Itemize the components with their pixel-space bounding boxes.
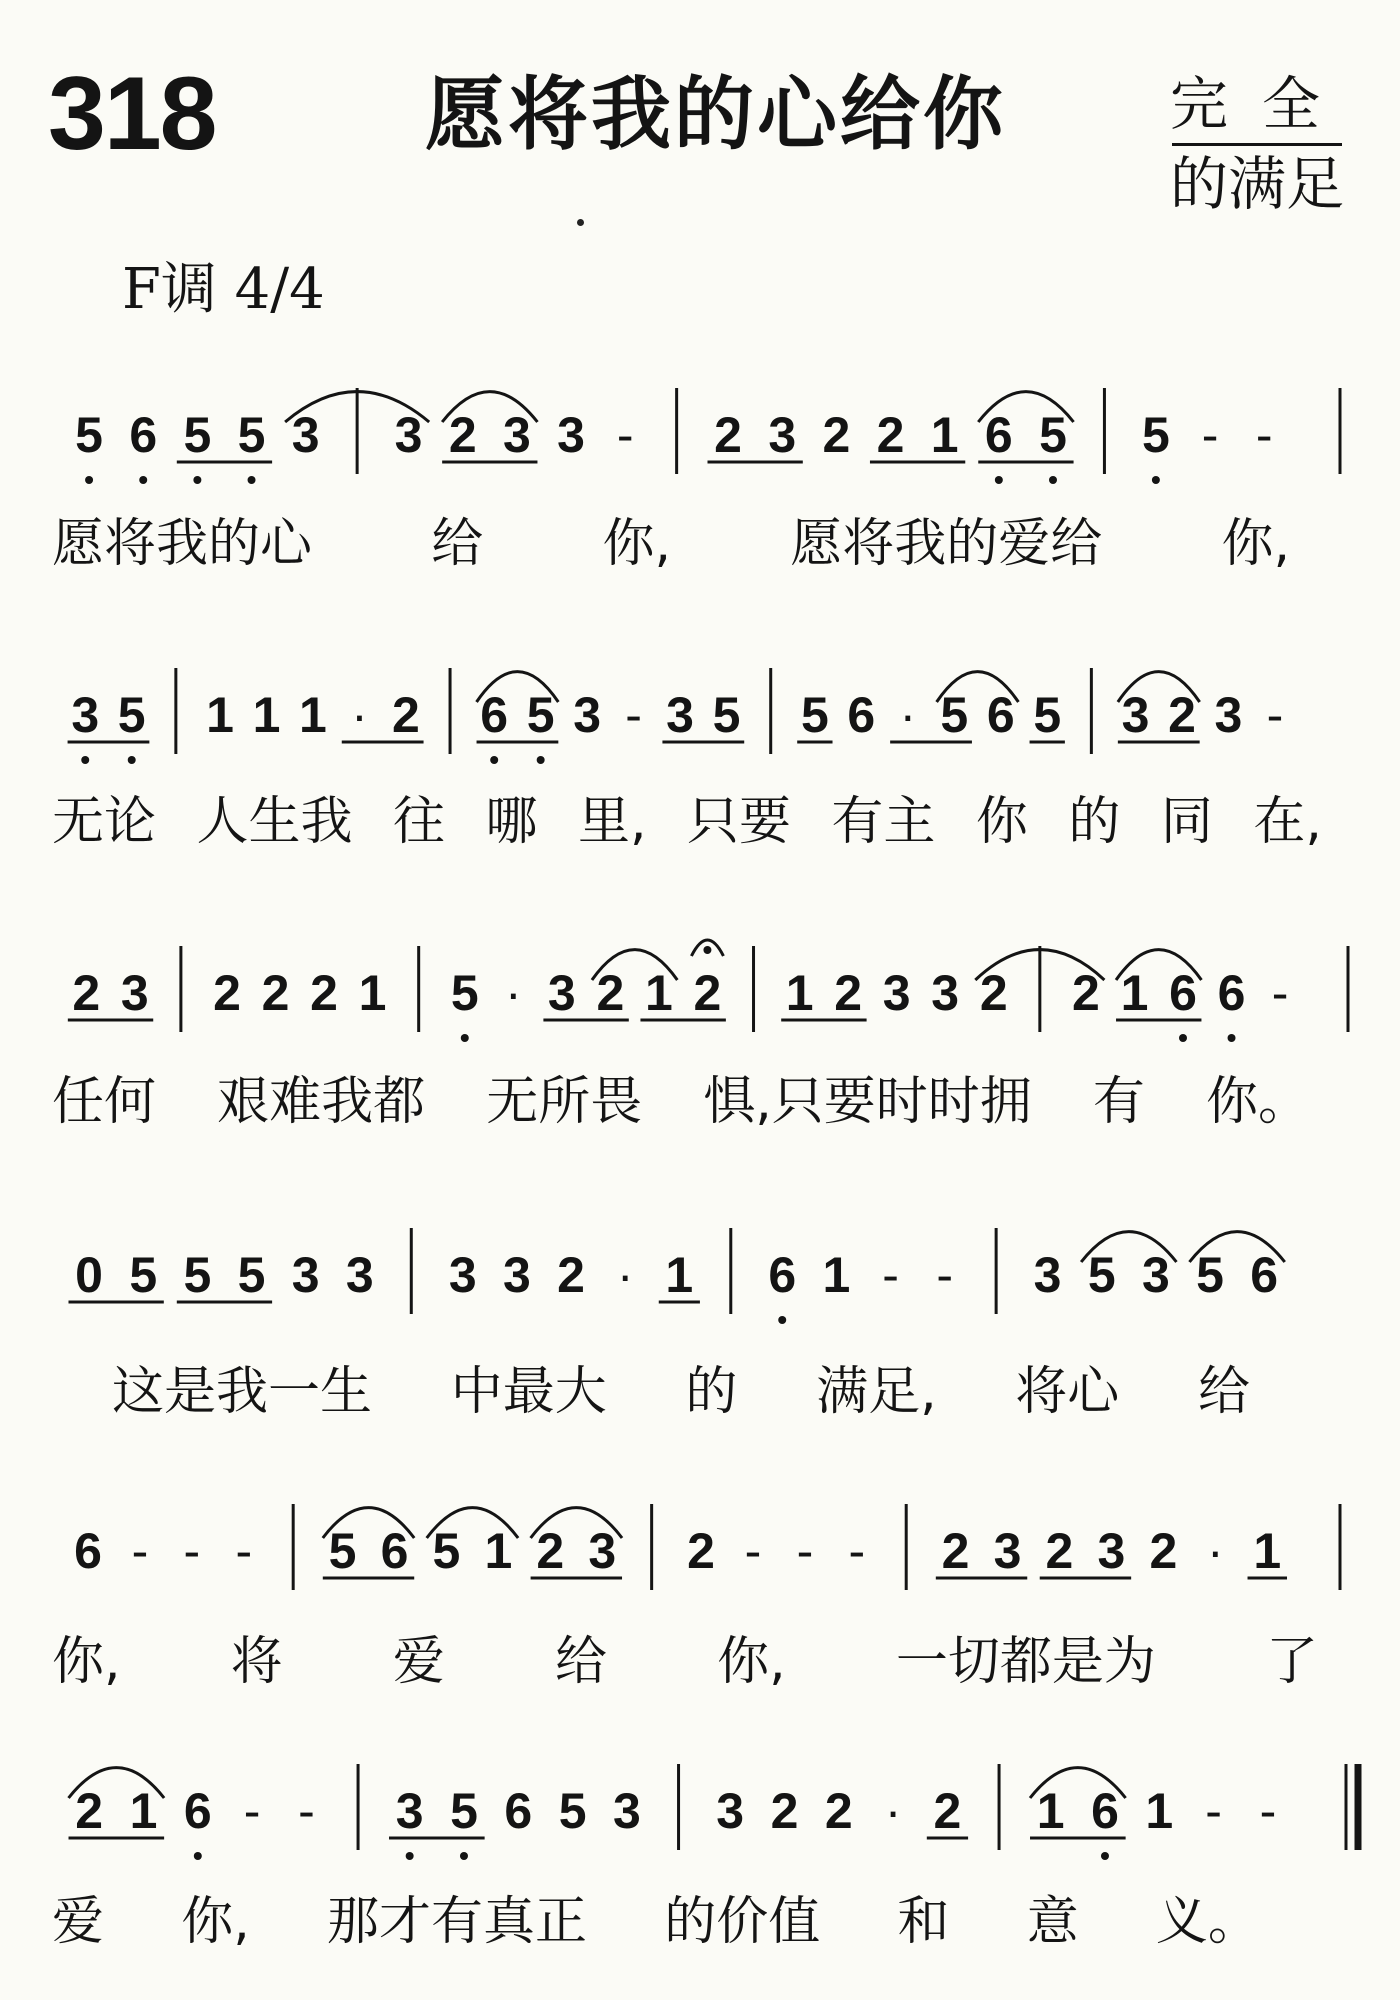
category-label-line2: 的满足 <box>1170 150 1345 218</box>
lyric-line-3 <box>52 1072 1310 1132</box>
note: 2 <box>391 687 420 743</box>
note: 1 <box>644 965 673 1021</box>
note: 5 <box>450 1783 478 1839</box>
note: 1 <box>299 687 327 743</box>
note: 3 <box>1214 687 1243 743</box>
note: 5 <box>129 1247 158 1303</box>
note: 3 <box>502 407 531 463</box>
lyric-phrase: 你, <box>52 1632 121 1692</box>
lyric-phrase: 的价值 <box>664 1892 821 1952</box>
lower-octave-dot <box>194 1852 202 1860</box>
lower-octave-dot <box>193 476 201 484</box>
note: 3 <box>1097 1523 1126 1579</box>
extension-dash: - <box>616 407 634 463</box>
extension-dash: - <box>1266 687 1284 743</box>
note: 6 <box>847 687 876 743</box>
lower-octave-dot <box>995 476 1003 484</box>
extension-dash: - <box>1205 1783 1222 1839</box>
extension-dash: - <box>1201 407 1219 463</box>
lyric-phrase: 将 <box>230 1632 283 1692</box>
note: 5 <box>237 1247 266 1303</box>
lyric-phrase: 那才有真正 <box>326 1892 587 1952</box>
note: 5 <box>526 687 555 743</box>
dotted-note-mark: · <box>351 687 368 743</box>
note: 3 <box>666 687 694 743</box>
note: 1 <box>930 407 959 463</box>
note: 5 <box>558 1783 587 1839</box>
note: 5 <box>1087 1247 1116 1303</box>
note: 2 <box>822 407 851 463</box>
lyric-line-6 <box>52 1892 1260 1952</box>
note: 2 <box>687 1523 715 1579</box>
lyric-line-2 <box>52 792 1322 852</box>
note: 3 <box>557 407 585 463</box>
lower-octave-dot <box>85 476 93 484</box>
lower-octave-dot <box>460 1852 468 1860</box>
dotted-note-mark: · <box>899 687 917 743</box>
note: 3 <box>1033 1247 1062 1303</box>
note: 1 <box>1120 965 1149 1021</box>
lyric-phrase: 满足, <box>816 1362 937 1422</box>
note: 5 <box>450 965 479 1021</box>
lower-octave-dot <box>248 476 256 484</box>
extension-dash: - <box>1255 407 1273 463</box>
score-line-6 <box>69 1764 1358 1860</box>
note: 5 <box>1033 687 1062 743</box>
lyric-phrase: 愿将我的爱给 <box>790 514 1103 574</box>
lyric-phrase: 里, <box>577 792 647 852</box>
note: 1 <box>484 1523 513 1579</box>
extension-dash: - <box>625 687 642 743</box>
note: 5 <box>1196 1247 1224 1303</box>
lyric-phrase: 和 <box>897 1892 950 1952</box>
lyric-phrase: 人生我 <box>196 792 353 852</box>
note: 2 <box>834 965 863 1021</box>
note: 3 <box>547 965 576 1021</box>
lyric-phrase: 中最大 <box>450 1362 607 1422</box>
note: 1 <box>1145 1783 1174 1839</box>
note: 2 <box>876 407 905 463</box>
note: 3 <box>345 1247 374 1303</box>
note: 5 <box>1141 407 1170 463</box>
dotted-note-mark: · <box>504 965 522 1021</box>
note: 5 <box>237 407 266 463</box>
dotted-note-mark: · <box>884 1783 902 1839</box>
lyric-phrase: 你。 <box>1205 1072 1310 1132</box>
lower-octave-dot <box>461 1034 469 1042</box>
lower-octave-dot <box>406 1852 414 1860</box>
note: 6 <box>1250 1247 1279 1303</box>
note: 3 <box>768 407 797 463</box>
note: 3 <box>502 1247 531 1303</box>
lyric-phrase: 你 <box>975 792 1028 852</box>
note: 5 <box>75 407 103 463</box>
note: 2 <box>448 407 477 463</box>
note: 2 <box>1149 1523 1178 1579</box>
note: 2 <box>536 1523 565 1579</box>
note: 2 <box>75 1783 104 1839</box>
score-line-2 <box>68 668 1284 764</box>
lyric-phrase: 给 <box>1197 1362 1250 1422</box>
note: 6 <box>480 687 509 743</box>
note: 3 <box>993 1523 1022 1579</box>
dotted-note-mark: · <box>1206 1523 1224 1579</box>
lyric-phrase: 同 <box>1160 792 1213 852</box>
note: 5 <box>800 687 829 743</box>
lyric-phrase: 无所畏 <box>486 1072 643 1132</box>
note: 6 <box>183 1783 212 1839</box>
score-line-4 <box>68 1228 1284 1324</box>
note: 2 <box>1168 687 1196 743</box>
hymn-number: 318 <box>48 56 216 172</box>
lyric-phrase: 你, <box>181 1892 250 1952</box>
note: 1 <box>206 687 234 743</box>
note: 3 <box>120 965 149 1021</box>
extension-dash: - <box>298 1783 315 1839</box>
lyric-phrase: 有 <box>1092 1072 1145 1132</box>
lyric-phrase: 义。 <box>1155 1892 1260 1952</box>
extension-dash: - <box>796 1523 814 1579</box>
extension-dash: - <box>1259 1783 1277 1839</box>
note: 5 <box>1039 407 1067 463</box>
note: 6 <box>1091 1783 1119 1839</box>
fermata-dot <box>703 946 711 954</box>
lyric-phrase: 意 <box>1026 1892 1079 1952</box>
note: 3 <box>1141 1247 1170 1303</box>
lyric-phrase: 愿将我的心 <box>52 514 313 574</box>
lyric-line-5 <box>52 1632 1318 1692</box>
extension-dash: - <box>131 1523 149 1579</box>
note: 6 <box>129 407 158 463</box>
note: 3 <box>71 687 100 743</box>
note: 1 <box>822 1247 851 1303</box>
score-line-1 <box>75 388 1340 484</box>
lower-octave-dot <box>537 756 545 764</box>
note: 1 <box>665 1247 694 1303</box>
note: 2 <box>824 1783 853 1839</box>
lower-octave-dot <box>1179 1034 1187 1042</box>
note: 5 <box>117 687 146 743</box>
note: 3 <box>931 965 960 1021</box>
note: 2 <box>979 965 1008 1021</box>
lyric-line-4 <box>112 1362 1250 1422</box>
extension-dash: - <box>936 1247 954 1303</box>
lyric-line-1 <box>52 514 1290 574</box>
note: 2 <box>1072 965 1100 1021</box>
lyric-phrase: 艰难我都 <box>217 1072 426 1132</box>
extension-dash: - <box>1271 965 1289 1021</box>
note: 5 <box>183 1247 212 1303</box>
lyric-phrase: 的 <box>1068 792 1121 852</box>
note: 3 <box>613 1783 641 1839</box>
lower-octave-dot <box>139 476 147 484</box>
key-signature: F调 4/4 <box>122 257 325 322</box>
note: 3 <box>448 1247 477 1303</box>
hymn-title: 愿将我的心给你 <box>425 68 1006 161</box>
lyric-phrase: 惧,只要时时拥 <box>703 1072 1032 1132</box>
note: 2 <box>596 965 625 1021</box>
extension-dash: - <box>243 1783 261 1839</box>
category-label-line1: 完全 <box>1170 70 1355 138</box>
note: 2 <box>557 1247 585 1303</box>
note: 6 <box>1169 965 1197 1021</box>
lyric-phrase: 这是我一生 <box>112 1362 373 1422</box>
extension-dash: - <box>183 1523 201 1579</box>
note: 2 <box>933 1783 962 1839</box>
note: 3 <box>716 1783 745 1839</box>
lower-octave-dot <box>1101 1852 1109 1860</box>
score-line-3 <box>68 940 1348 1042</box>
note: 3 <box>291 1247 320 1303</box>
note: 3 <box>291 407 320 463</box>
note: 5 <box>183 407 212 463</box>
note: 6 <box>380 1523 409 1579</box>
lower-octave-dot <box>1152 476 1160 484</box>
lyric-phrase: 往 <box>392 792 445 852</box>
note: 6 <box>74 1523 102 1579</box>
lyric-phrase: 爱 <box>392 1632 445 1692</box>
lyric-phrase: 你, <box>1221 514 1290 574</box>
lower-octave-dot <box>128 756 136 764</box>
lower-octave-dot <box>490 756 498 764</box>
note: 3 <box>395 1783 424 1839</box>
lyric-phrase: 任何 <box>52 1072 157 1132</box>
note: 5 <box>328 1523 357 1579</box>
lower-octave-dot <box>1049 476 1057 484</box>
note: 2 <box>310 965 338 1021</box>
lyric-phrase: 了 <box>1265 1632 1318 1692</box>
extension-dash: - <box>744 1523 762 1579</box>
note: 1 <box>1036 1783 1065 1839</box>
note: 3 <box>573 687 602 743</box>
note: 2 <box>213 965 241 1021</box>
lyric-phrase: 有主 <box>831 792 936 852</box>
note: 3 <box>394 407 423 463</box>
note: 6 <box>768 1247 797 1303</box>
score-line-5 <box>74 1504 1340 1590</box>
note: 2 <box>714 407 742 463</box>
lyric-phrase: 你, <box>717 1632 786 1692</box>
lyric-phrase: 的 <box>685 1362 738 1422</box>
lyric-phrase: 一切都是为 <box>895 1632 1156 1692</box>
lyric-phrase: 给 <box>431 514 484 574</box>
note: 3 <box>1121 687 1150 743</box>
extension-dash: - <box>235 1523 253 1579</box>
note: 2 <box>941 1523 970 1579</box>
note: 0 <box>75 1247 103 1303</box>
note: 1 <box>785 965 814 1021</box>
extension-dash: - <box>848 1523 866 1579</box>
note: 6 <box>504 1783 533 1839</box>
note: 1 <box>1253 1523 1282 1579</box>
note: 5 <box>432 1523 461 1579</box>
lyric-phrase: 无论 <box>52 792 157 852</box>
lyric-phrase: 哪 <box>485 792 538 852</box>
note: 2 <box>261 965 290 1021</box>
note: 1 <box>358 965 387 1021</box>
lyric-phrase: 在, <box>1253 792 1322 852</box>
note: 6 <box>1217 965 1246 1021</box>
lyric-phrase: 给 <box>554 1632 607 1692</box>
lyric-phrase: 你, <box>602 514 671 574</box>
note: 6 <box>984 407 1013 463</box>
note: 5 <box>712 687 741 743</box>
note: 2 <box>770 1783 799 1839</box>
note: 1 <box>252 687 281 743</box>
note: 1 <box>129 1783 158 1839</box>
extension-dash: - <box>882 1247 899 1303</box>
note: 3 <box>588 1523 617 1579</box>
note: 5 <box>940 687 969 743</box>
note: 6 <box>986 687 1015 743</box>
lyric-phrase: 将心 <box>1015 1362 1120 1422</box>
note: 2 <box>1045 1523 1074 1579</box>
lyric-phrase: 只要 <box>686 792 791 852</box>
lower-octave-dot <box>81 756 89 764</box>
lyric-phrase: 爱 <box>52 1892 105 1952</box>
lower-octave-dot <box>1228 1034 1236 1042</box>
note: 3 <box>882 965 911 1021</box>
dotted-note-mark: · <box>616 1247 634 1303</box>
note: 2 <box>72 965 101 1021</box>
lower-octave-dot <box>778 1316 786 1324</box>
note: 2 <box>693 965 722 1021</box>
